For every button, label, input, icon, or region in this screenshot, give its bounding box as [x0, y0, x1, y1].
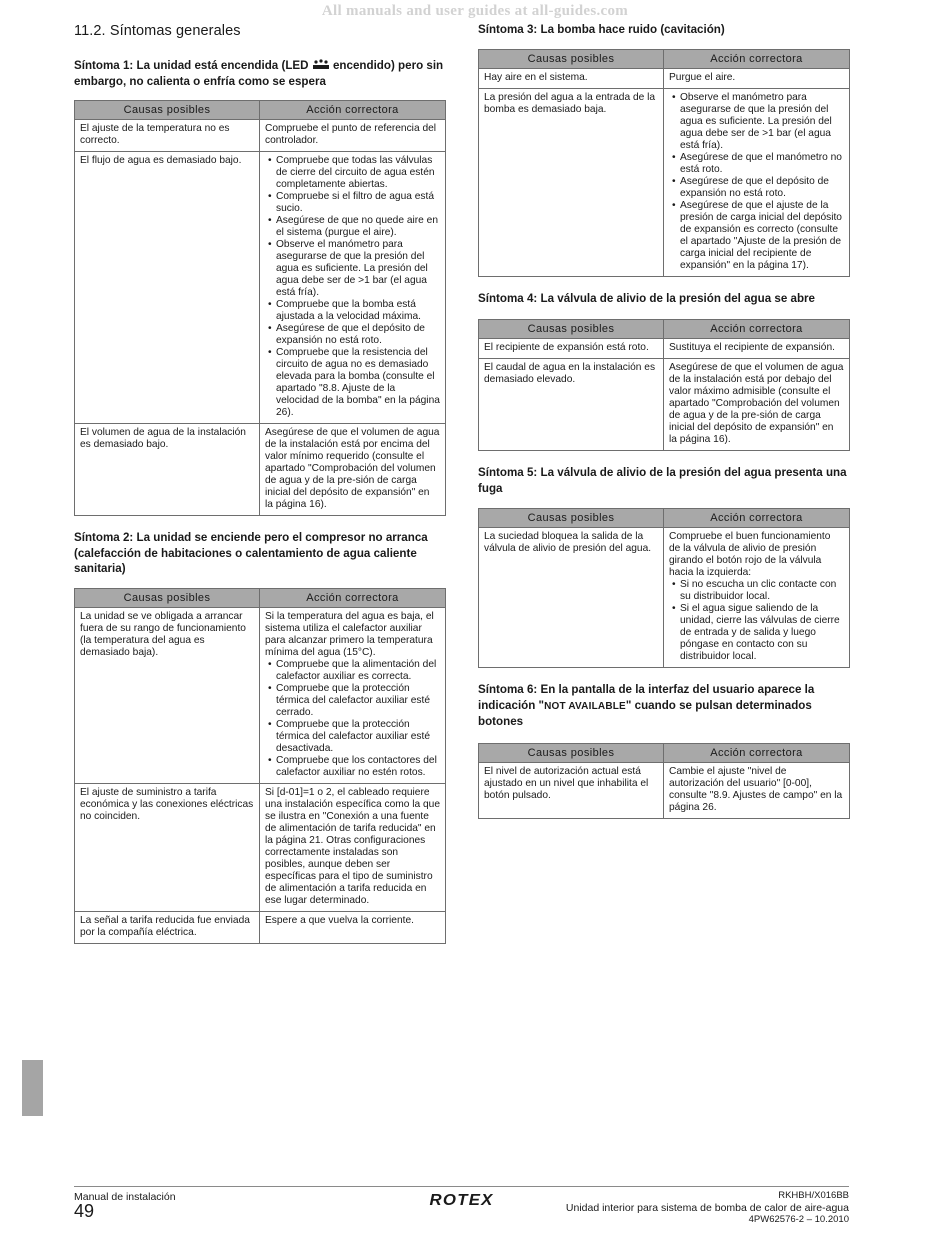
table-row [479, 762, 850, 818]
symptom-2-title [74, 530, 445, 577]
right-column [478, 20, 849, 819]
cause-cell: El ajuste de suministro a tarifa económica y las conexiones eléctricas no coinciden. [75, 783, 260, 911]
symptom-1-table [74, 100, 446, 516]
left-column [74, 20, 445, 944]
cause-cell: El volumen de agua de la instalación es demasiado bajo. [75, 424, 260, 516]
table-row [75, 911, 446, 943]
header-label: Causas posibles [123, 104, 211, 116]
symptom-prefix: Síntoma 1: [74, 59, 134, 72]
symptom-title-part: " cuando se pulsan determinados botones [478, 698, 812, 728]
causes-header [479, 320, 664, 339]
cause-cell: La presión del agua a la entrada de la bomba es demasiado baja. [479, 88, 664, 276]
list-item: • Si el agua sigue saliendo de la unidad, cierre las válvulas de cierre de entrada y de salida y luego póngase en contacto con su distribuidor local. [680, 603, 844, 663]
list-item: • Asegúrese de que el depósito de expansión no está roto. [680, 176, 844, 200]
action-cell: Si [d-01]=1 o 2, el cableado requiere una instalación específica como la que se ilustra en "Conexión a una fuente de alimentación de tarifa reducida" en la página 21. Otras configuraciones correctamente instaladas son posibles, aunque deben ser específicas para el tipo de suministro de alimentación a tarifa reducida en ese lugar determinado. [260, 783, 446, 911]
table-row [75, 152, 446, 424]
action-cell [664, 528, 850, 668]
brand-logo: ROTEX [429, 1192, 494, 1209]
header-label: Causas posibles [527, 746, 615, 759]
cause-cell: El ajuste de la temperatura no es correcto. [75, 120, 260, 152]
action-cell: Compruebe el punto de referencia del controlador. [260, 120, 446, 152]
header-label: Causas posibles [123, 591, 211, 604]
header-label: Acción correctora [710, 512, 803, 524]
list-item: • Observe el manómetro para asegurarse de que la presión del agua es suficiente. La presión del agua debe ser de >1 bar (el agua está fría). [680, 92, 844, 152]
list-item: • Asegúrese de que el manómetro no está roto. [680, 152, 844, 176]
cause-cell: La unidad se ve obligada a arrancar fuera de su rango de funcionamiento (la temperatura del agua es demasiado baja). [75, 607, 260, 783]
footer-divider [74, 1186, 849, 1187]
symptom-prefix: Síntoma 3: [478, 23, 538, 36]
action-header [260, 101, 446, 120]
action-header [664, 743, 850, 762]
list-item: • Compruebe que la protección térmica del calefactor auxiliar esté desactivada. [276, 719, 440, 755]
symptom-3-table [478, 49, 850, 277]
action-list [265, 155, 440, 419]
header-label: Causas posibles [527, 323, 615, 335]
action-cell: Asegúrese de que el volumen de agua de la instalación está por encima del valor mínimo requerido (consulte el apartado "Comprobación del volumen de agua y de la pre-sión de carga inicial del depósito de expansión" en la página 16). [260, 424, 446, 516]
section-heading [74, 23, 445, 39]
symptom-title-part: La bomba hace ruido (cavitación) [540, 23, 725, 36]
list-item: • Si no escucha un clic contacte con su distribuidor local. [680, 579, 844, 603]
heating-led-icon [312, 58, 330, 70]
table-row [479, 528, 850, 668]
causes-header [75, 101, 260, 120]
list-item: • Compruebe que todas las válvulas de cierre del circuito de agua estén completamente abiertas. [276, 155, 440, 191]
action-list [669, 579, 844, 663]
header-label: Acción correctora [306, 104, 399, 116]
action-cell: Cambie el ajuste "nivel de autorización del usuario" [0-00], consulte "8.9. Ajustes de campo" en la página 26. [664, 762, 850, 818]
list-item: • Compruebe que los contactores del calefactor auxiliar no estén rotos. [276, 755, 440, 779]
table-row [75, 120, 446, 152]
action-list [669, 92, 844, 272]
cause-cell: La suciedad bloquea la salida de la válvula de alivio de presión del agua. [479, 528, 664, 668]
table-header-row [479, 743, 850, 762]
header-label: Causas posibles [527, 512, 615, 524]
symptom-2-table [74, 588, 446, 944]
causes-header [479, 509, 664, 528]
symptom-title-part: encendido) pero sin embargo, no calienta o enfría como se espera [74, 59, 444, 88]
document-reference: 4PW62576-2 – 10.2010 [748, 1214, 849, 1225]
list-item: • Compruebe que la resistencia del circuito de agua no es demasiado elevada para la bomba (consulte el apartado "8.8. Ajuste de la velocidad de la bomba" en la página 26). [276, 347, 440, 419]
table-row [479, 68, 850, 88]
cause-cell: Hay aire en el sistema. [479, 68, 664, 88]
symptom-5-title [478, 465, 849, 496]
table-row [75, 424, 446, 516]
symptom-4-title [478, 291, 849, 307]
cause-cell: El flujo de agua es demasiado bajo. [75, 152, 260, 424]
footer-manual-label: Manual de instalación [74, 1191, 176, 1203]
header-label: Acción correctora [306, 591, 399, 604]
list-item: • Compruebe si el filtro de agua está sucio. [276, 191, 440, 215]
header-label: Acción correctora [710, 746, 803, 759]
action-cell: Asegúrese de que el volumen de agua de la instalación está por debajo del valor máximo admisible (consulte el apartado "Comprobación del volumen de agua y de la pre-sión de carga inicial del depósito de expansión" en la página 16). [664, 359, 850, 451]
symptom-prefix: Síntoma 2: [74, 531, 134, 544]
list-item: • Compruebe que la bomba está ajustada a la velocidad máxima. [276, 299, 440, 323]
symptom-title-part: La unidad se enciende pero el compresor no arranca (calefacción de habitaciones o calentamiento de agua caliente sanitaria) [74, 531, 428, 575]
header-label: Causas posibles [527, 52, 615, 65]
table-row [479, 88, 850, 276]
action-list [265, 659, 440, 779]
cause-cell: El recipiente de expansión está roto. [479, 339, 664, 359]
action-cell [664, 88, 850, 276]
section-title: Síntomas generales [109, 23, 241, 39]
symptom-prefix: Síntoma 5: [478, 466, 538, 479]
action-intro: Compruebe el buen funcionamiento de la válvula de alivio de presión girando el botón rojo de la válvula hacia la izquierda: [669, 531, 831, 578]
page-number: 49 [74, 1201, 95, 1221]
symptom-3-title [478, 22, 849, 38]
table-row [75, 783, 446, 911]
list-item: • Asegúrese de que el depósito de expansión no está roto. [276, 323, 440, 347]
list-item: • Observe el manómetro para asegurarse de que la presión del agua es suficiente. La presión del agua debe ser de >1 bar (el agua está fría). [276, 239, 440, 299]
symptom-prefix: Síntoma 6: [478, 683, 538, 696]
list-item: • Compruebe que la alimentación del calefactor auxiliar es correcta. [276, 659, 440, 683]
cause-cell: La señal a tarifa reducida fue enviada por la compañía eléctrica. [75, 911, 260, 943]
symptom-5-table [478, 508, 850, 668]
list-item: • Asegúrese de que no quede aire en el sistema (purgue el aire). [276, 215, 440, 239]
symptom-4-table [478, 319, 850, 451]
action-cell [260, 607, 446, 783]
action-cell: Espere a que vuelva la corriente. [260, 911, 446, 943]
list-item: • Asegúrese de que el ajuste de la presión de carga inicial del depósito de expansión es correcto (consulte el apartado "Ajuste de la presión de carga inicial del recipiente de expansión" en la página 17). [680, 200, 844, 272]
table-header-row [479, 320, 850, 339]
table-header-row [75, 101, 446, 120]
action-header [664, 320, 850, 339]
cause-cell: El nivel de autorización actual está ajustado en un nivel que inhabilita el botón pulsado. [479, 762, 664, 818]
table-header-row [75, 588, 446, 607]
symptom-prefix: Síntoma 4: [478, 291, 538, 305]
action-header [664, 509, 850, 528]
action-cell [260, 152, 446, 424]
causes-header [479, 49, 664, 68]
action-cell: Sustituya el recipiente de expansión. [664, 339, 850, 359]
model-code: RKHBH/X016BB [778, 1190, 849, 1201]
symptom-title-part: En la pantalla de la interfaz del usuario aparece la indicación " [478, 683, 815, 712]
list-item: • Compruebe que la protección térmica del calefactor auxiliar esté cerrado. [276, 683, 440, 719]
header-label: Acción correctora [710, 323, 803, 335]
cause-cell: El caudal de agua en la instalación es demasiado elevado. [479, 359, 664, 451]
table-header-row [479, 49, 850, 68]
header-label: Acción correctora [710, 52, 803, 65]
table-row [479, 359, 850, 451]
action-header [664, 49, 850, 68]
symptom-title-part: La válvula de alivio de la presión del agua presenta una fuga [478, 466, 847, 495]
watermark: All manuals and user guides at all-guides.com [321, 3, 629, 19]
symptom-title-part: La unidad está encendida (LED [136, 59, 309, 72]
footer-info [566, 1190, 849, 1226]
section-number: 11.2. [74, 23, 106, 39]
symptom-6-table [478, 743, 850, 819]
action-cell: Purgue el aire. [664, 68, 850, 88]
display-code: NOT AVAILABLE [544, 700, 626, 712]
table-row [479, 339, 850, 359]
symptom-title-part: La válvula de alivio de la presión del agua se abre [540, 291, 815, 305]
table-header-row [479, 509, 850, 528]
causes-header [75, 588, 260, 607]
table-row [75, 607, 446, 783]
action-header [260, 588, 446, 607]
side-tab-marker [22, 1060, 43, 1116]
causes-header [479, 743, 664, 762]
symptom-1-title [74, 58, 445, 89]
model-description: Unidad interior para sistema de bomba de calor de aire-agua [565, 1202, 849, 1214]
action-intro: Si la temperatura del agua es baja, el sistema utiliza el calefactor auxiliar para alcanzar primero la temperatura mínima del agua (15°C). [265, 610, 434, 658]
symptom-6-title [478, 682, 849, 730]
